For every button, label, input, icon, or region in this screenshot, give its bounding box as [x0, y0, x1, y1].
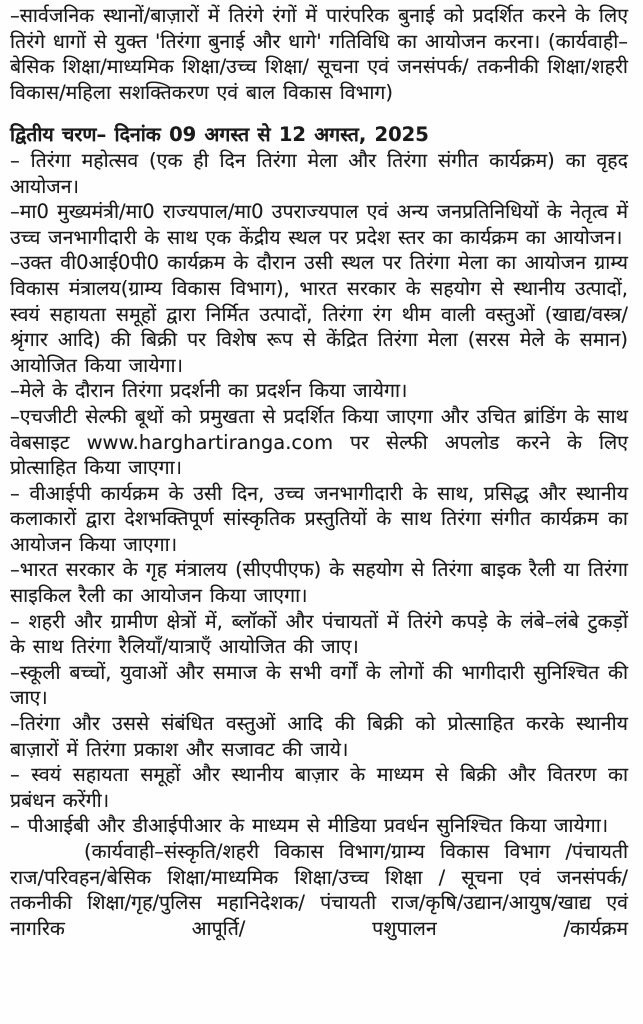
paragraph-school-children-participation: –स्कूली बच्चों, युवाओं और समाज के सभी वर्गों के लोगों की भागीदारी सुनिश्चित की जाए।	[10, 660, 628, 710]
paragraph-urban-rural-rallies: – शहरी और ग्रामीण क्षेत्रों में, ब्लॉकों और पंचायतों में तिरंगे कपड़े के लंबे–लंबे टुकड़ों के साथ तिरंगा रैलियाँ/यात्राएँ आयोजित की जाए।	[10, 609, 628, 659]
paragraph-tiranga-exhibition: –मेले के दौरान तिरंगा प्रदर्शनी का प्रदर्शन किया जायेगा।	[10, 379, 408, 403]
phase-2-heading: द्वितीय चरण– दिनांक 09 अगस्त से 12 अगस्त, 2025	[10, 123, 429, 147]
paragraph-vip-tiranga-mela: –उक्त वी0आई0पी0 कार्यक्रम के दौरान उसी स्थल पर तिरंगा मेला का आयोजन ग्राम्य विकास मंत्रालय(ग्राम्य विकास विभाग), भारत सरकार के सहयोग से स्थानीय उत्पादों, स्वयं सहायता समूहों द्वारा निर्मित उत्पादों, तिरंगा रंग थीम वाली वस्तुओं (खाद्य/वस्त्र/श्रृंगार आदि) की बिक्री पर विशेष रूप से केंद्रित तिरंगा मेला (सरस मेले के समान) आयोजित किया जायेगा।	[10, 251, 628, 377]
paragraph-action-departments-list: (कार्यवाही–संस्कृति/शहरी विकास विभाग/ग्राम्य विकास विभाग /पंचायती राज/परिवहन/बेसिक शिक्षा/माध्यमिक शिक्षा/उच्च शिक्षा / सूचना एवं जनसंपर्क/तकनीकी शिक्षा/गृह/पुलिस महानिदेशक/ पंचायती राज/कृषि/उद्यान/आयुष/खाद्य एवं नागरिक आपूर्ति/ पशुपालन /कार्यक्रम	[10, 840, 628, 940]
paragraph-cm-governor-event: –मा0 मुख्यमंत्री/मा0 राज्यपाल/मा0 उपराज्यपाल एवं अन्य जनप्रतिनिधियों के नेतृत्व में उच्च जनभागीदारी के साथ एक केंद्रीय स्थल पर प्रदेश स्तर का कार्यक्रम का आयोजन।	[10, 200, 628, 249]
paragraph-shg-sales-distribution: – स्वयं सहायता समूहों और स्थानीय बाज़ार के माध्यम से बिक्री और वितरण का प्रबंधन करेंगी।	[10, 763, 628, 812]
paragraph-market-decoration: –तिरंगा और उससे संबंधित वस्तुओं आदि की बिक्री को प्रोत्साहित करके स्थानीय बाज़ारों में तिरंगा प्रकाश और सजावट की जाये।	[10, 712, 628, 761]
paragraph-tiranga-mahotsav: – तिरंगा महोत्सव (एक ही दिन तिरंगा मेला और तिरंगा संगीत कार्यक्रम) का वृहद आयोजन।	[10, 148, 628, 198]
paragraph-tiranga-weaving-activity: –सार्वजनिक स्थानों/बाज़ारों में तिरंगे रंगों में पारंपरिक बुनाई को प्रदर्शित करने के लिए तिरंगे धागों से युक्त 'तिरंगा बुनाई और धागे' गतिविधि का आयोजन करना। (कार्यवाही–बेसिक शिक्षा/माध्यमिक शिक्षा/उच्च शिक्षा/ सूचना एवं जनसंपर्क/ तकनीकी शिक्षा/शहरी विकास/महिला सशक्तिकरण एवं बाल विकास विभाग)	[10, 4, 628, 104]
paragraph-hgt-selfie-booths: –एचजीटी सेल्फी बूथों को प्रमुखता से प्रदर्शित किया जाएगा और उचित ब्रांडिंग के साथ वेबसाइट www.harghartiranga.com पर सेल्फी अपलोड करने के लिए प्रोत्साहित किया जाएगा।	[10, 404, 628, 480]
paragraph-pib-dipr-media: – पीआईबी और डीआईपीआर के माध्यम से मीडिया प्रवर्धन सुनिश्चित किया जायेगा।	[10, 814, 609, 838]
paragraph-bike-cycle-rally: –भारत सरकार के गृह मंत्रालय (सीएपीएफ) के सहयोग से तिरंगा बाइक रैली या तिरंगा साइकिल रैली का आयोजन किया जाएगा।	[10, 558, 628, 608]
paragraph-tiranga-sangeet-program: – वीआईपी कार्यक्रम के उसी दिन, उच्च जनभागीदारी के साथ, प्रसिद्ध और स्थानीय कलाकारों द्वारा देशभक्तिपूर्ण सांस्कृतिक प्रस्तुतियों के साथ तिरंगा संगीत कार्यक्रम का आयोजन किया जाएगा।	[10, 481, 628, 556]
